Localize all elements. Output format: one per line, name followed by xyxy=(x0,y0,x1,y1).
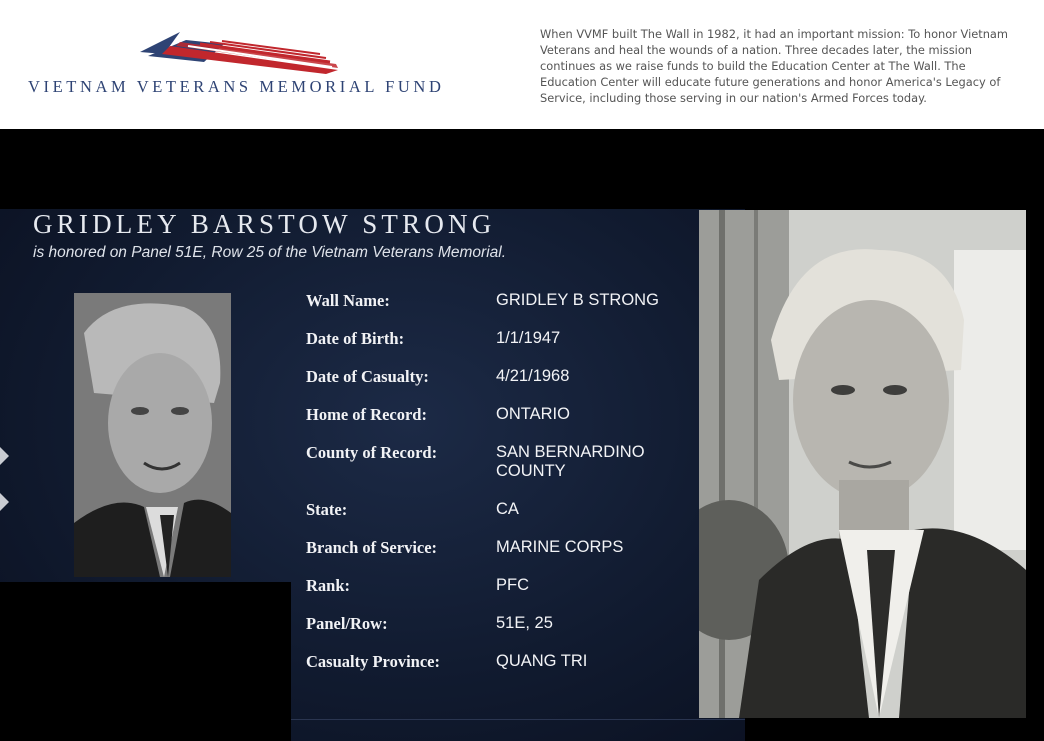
site-header xyxy=(0,0,1044,129)
detail-label: Date of Casualty: xyxy=(306,367,429,386)
flag-wall-logo-icon xyxy=(140,32,340,74)
panel-bottom-divider xyxy=(291,719,745,720)
detail-value: GRIDLEY B STRONG xyxy=(496,291,659,309)
detail-value: 1/1/1947 xyxy=(496,329,561,347)
logo-wordmark: VIETNAM VETERANS MEMORIAL FUND xyxy=(28,77,445,96)
detail-value: 4/21/1968 xyxy=(496,367,570,385)
detail-label: County of Record: xyxy=(306,443,438,462)
detail-label: Wall Name: xyxy=(306,291,390,310)
yearbook-portrait-image xyxy=(74,293,231,577)
detail-label: Panel/Row: xyxy=(306,614,388,633)
prev-arrow-icon[interactable] xyxy=(0,447,9,465)
detail-value: CA xyxy=(496,500,519,518)
black-block xyxy=(0,582,291,741)
veteran-name: GRIDLEY BARSTOW STRONG xyxy=(33,209,496,239)
detail-value: 51E, 25 xyxy=(496,614,553,632)
detail-label: Date of Birth: xyxy=(306,329,405,348)
detail-value: QUANG TRI xyxy=(496,652,588,670)
black-band xyxy=(0,129,1044,209)
detail-value: MARINE CORPS xyxy=(496,538,624,556)
detail-value: ONTARIO xyxy=(496,405,570,423)
yearbook-photo[interactable] xyxy=(74,293,231,577)
honored-subtitle: is honored on Panel 51E, Row 25 of the Vietnam Veterans Memorial. xyxy=(33,244,507,261)
detail-label: Casualty Province: xyxy=(306,652,440,671)
detail-label: Branch of Service: xyxy=(306,538,438,557)
next-arrow-icon[interactable] xyxy=(0,493,9,511)
portrait-image xyxy=(699,210,1026,718)
detail-value: SAN BERNARDINO COUNTY xyxy=(496,443,645,480)
detail-label: Home of Record: xyxy=(306,405,427,424)
vvmf-logo[interactable] xyxy=(28,30,458,100)
portrait-photo[interactable] xyxy=(699,210,1026,718)
detail-value: PFC xyxy=(496,576,529,594)
detail-label: State: xyxy=(306,500,348,519)
mission-statement: When VVMF built The Wall in 1982, it had an important mission: To honor Vietnam Veterans and heal the wounds of a nation. Three decades later, the mission continues as we raise funds to build the Education Center at The Wall. The Education Center will educate future generations and honor America's Legacy of Service, including those serving in our nation's Armed Forces today. xyxy=(540,27,1009,105)
detail-label: Rank: xyxy=(306,576,351,595)
